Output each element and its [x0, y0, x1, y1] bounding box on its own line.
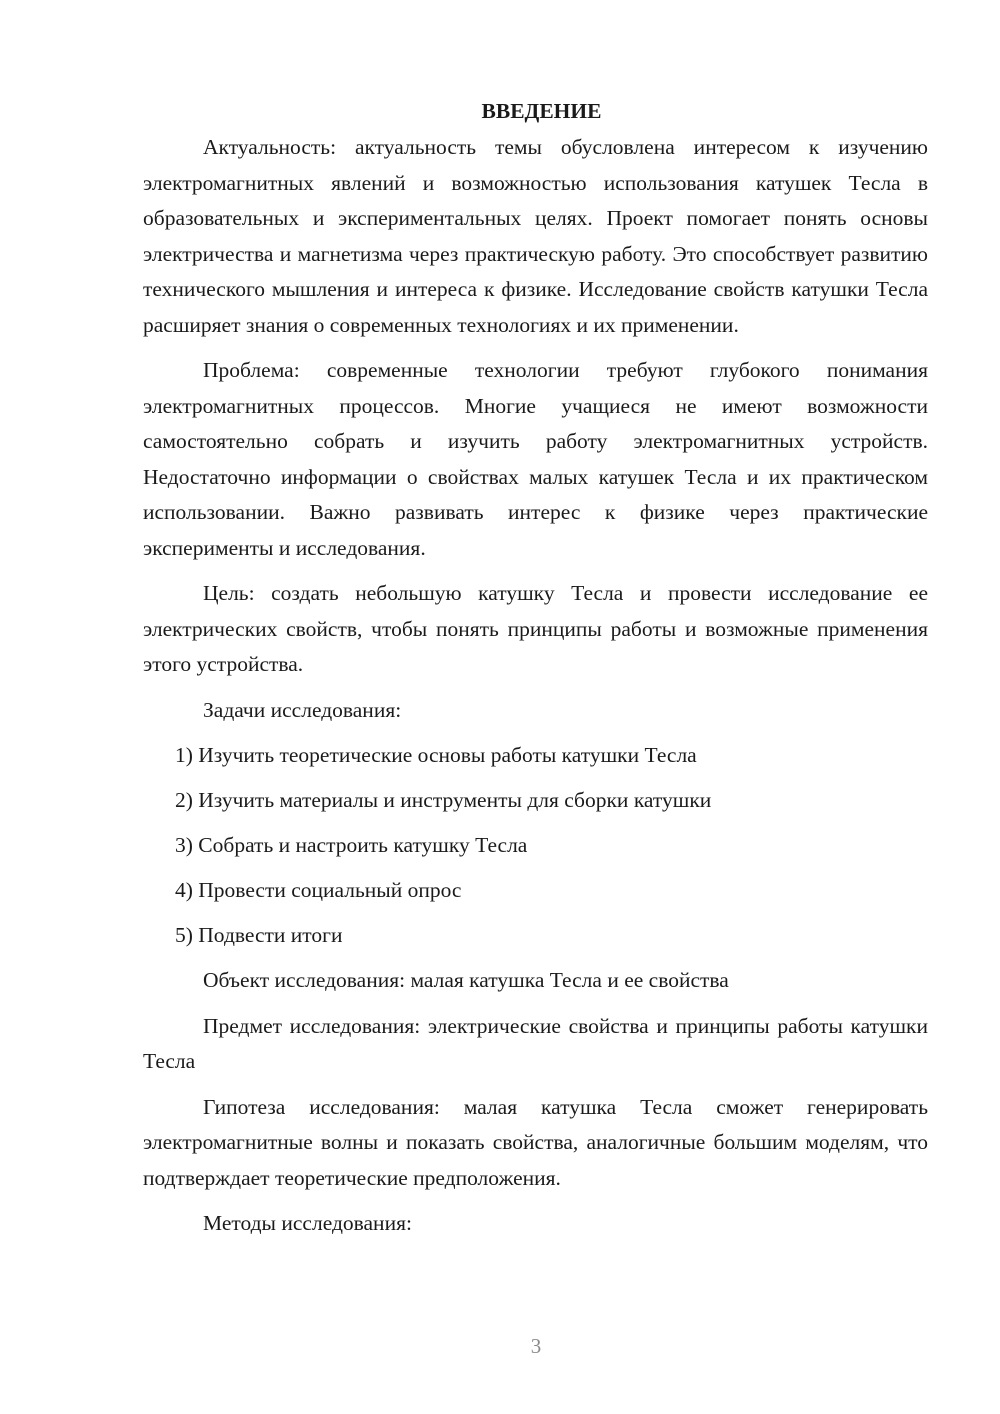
paragraph-problem: Проблема: современные технологии требуют глубокого понимания электромагнитных процессов. Многие учащиеся не имеют возможности самостоятельно собрать и изучить работу электромагнитных устройств. Недостаточно информации о свойствах малых катушек Тесла и их практическом использовании. Важно развивать интерес к физике через практические эксперименты и исследования.: [143, 358, 928, 560]
paragraph-hypothesis: Гипотеза исследования: малая катушка Тесла сможет генерировать электромагнитные волны и показать свойства, аналогичные большим моделям, что подтверждает теоретические предположения.: [143, 1094, 928, 1190]
task-item: 4) Провести социальный опрос: [175, 877, 462, 902]
page-content: [143, 93, 928, 1251]
paragraph-object: Объект исследования: малая катушка Тесла и ее свойства: [203, 968, 729, 993]
tasks-list: [143, 738, 928, 954]
task-item: 2) Изучить материалы и инструменты для сборки катушки: [175, 787, 712, 812]
task-item: 3) Собрать и настроить катушку Тесла: [175, 832, 528, 857]
task-item: 5) Подвести итоги: [175, 922, 343, 947]
section-heading: ВВЕДЕНИЕ: [481, 99, 602, 123]
paragraph-goal: Цель: создать небольшую катушку Тесла и провести исследование ее электрических свойств, чтобы понять принципы работы и возможные применения этого устройства.: [143, 581, 928, 676]
page-number: 3: [530, 1334, 542, 1358]
paragraph-relevance: Актуальность: актуальность темы обусловлена интересом к изучению электромагнитных явлений и возможностью использования катушек Тесла в образовательных и экспериментальных целях. Проект помогает понять основы электричества и магнетизма через практическую работу. Это способствует развитию технического мышления и интереса к физике. Исследование свойств катушки Тесла расширяет знания о современных технологиях и их применении.: [143, 135, 928, 337]
methods-label: Методы исследования:: [203, 1211, 412, 1236]
paragraph-subject: Предмет исследования: электрические свойства и принципы работы катушки Тесла: [143, 1013, 928, 1074]
task-item: 1) Изучить теоретические основы работы катушки Тесла: [175, 742, 697, 767]
tasks-label: Задачи исследования:: [203, 697, 402, 722]
